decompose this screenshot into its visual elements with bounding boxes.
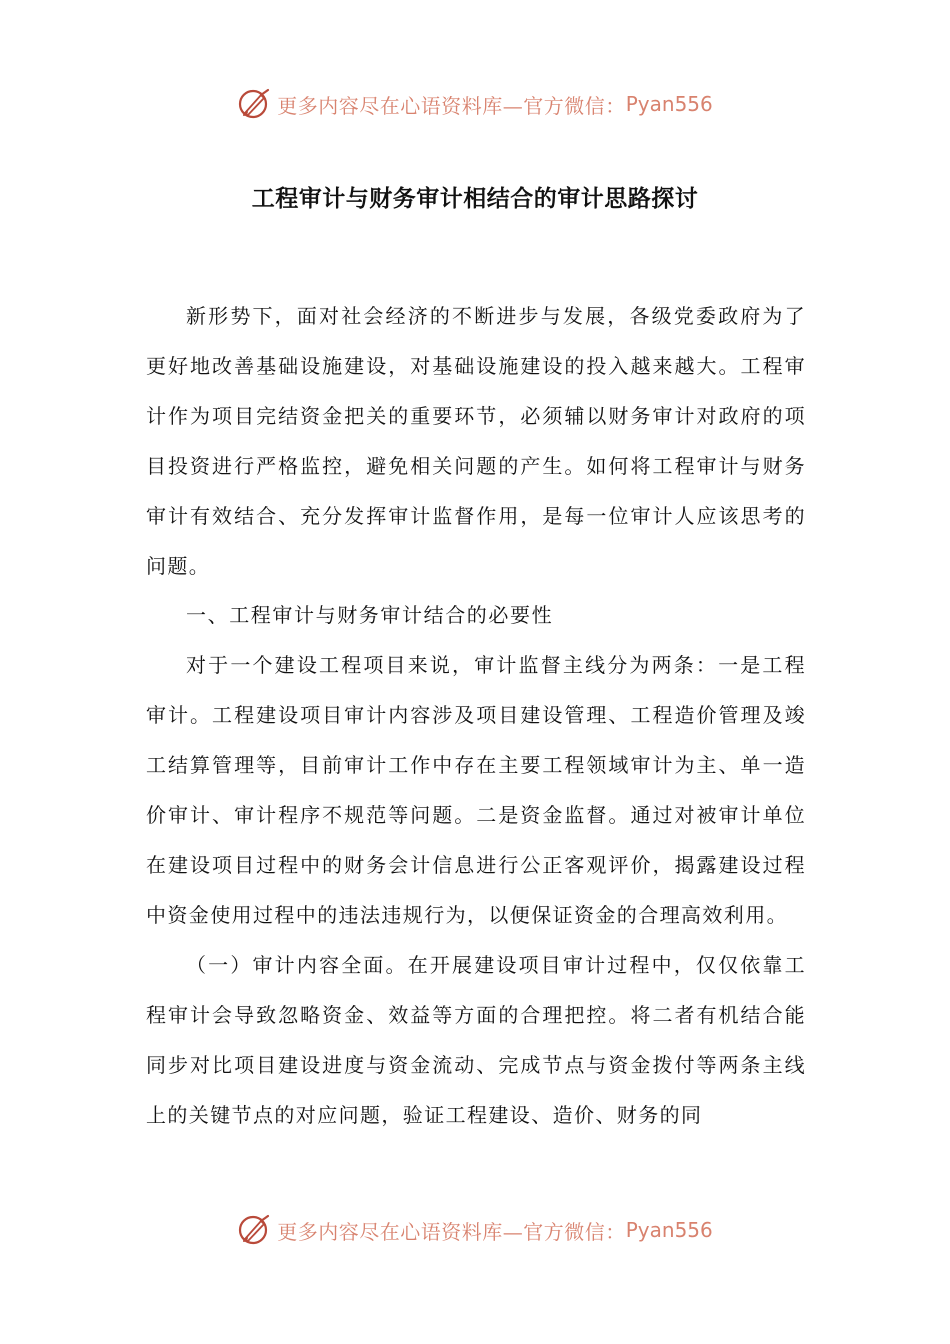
footer-banner bbox=[0, 1210, 950, 1250]
header-banner bbox=[0, 84, 950, 124]
body-paragraph: 对于一个建设工程项目来说，审计监督主线分为两条：一是工程审计。工程建设项目审计内容涉及项目建设管理、工程造价管理及竣工结算管理等，目前审计工作中存在主要工程领域审计为主、单一造价审计、审计程序不规范等问题。二是资金监督。通过对被审计单位在建设项目过程中的财务会计信息进行公正客观评价，揭露建设过程中资金使用过程中的违法违规行为，以便保证资金的合理高效利用。 bbox=[146, 653, 806, 927]
section-heading: 一、工程审计与财务审计结合的必要性 bbox=[186, 603, 554, 628]
document-body bbox=[146, 292, 806, 1140]
document-title: 工程审计与财务审计相结合的审计思路探讨 bbox=[251, 186, 699, 212]
subsection-paragraph: （一）审计内容全面。在开展建设项目审计过程中，仅仅依靠工程审计会导致忽略资金、效益等方面的合理把控。将二者有机结合能同步对比项目建设进度与资金流动、完成节点与资金拨付等两条主线上的关键节点的对应问题，验证工程建设、造价、财务的同 bbox=[146, 952, 806, 1127]
intro-paragraph: 新形势下，面对社会经济的不断进步与发展，各级党委政府为了更好地改善基础设施建设，对基础设施建设的投入越来越大。工程审计作为项目完结资金把关的重要环节，必须辅以财务审计对政府的项目投资进行严格监控，避免相关问题的产生。如何将工程审计与财务审计有效结合、充分发挥审计监督作用，是每一位审计人应该思考的问题。 bbox=[146, 304, 806, 578]
banner-text: 更多内容尽在心语资料库—官方微信： bbox=[277, 1219, 626, 1244]
banner-text: 更多内容尽在心语资料库—官方微信： bbox=[277, 93, 626, 118]
banner-wechat-id: Pyan556 bbox=[625, 92, 713, 116]
banner-wechat-id: Pyan556 bbox=[625, 1218, 713, 1242]
quill-pen-icon bbox=[237, 87, 271, 121]
quill-pen-icon bbox=[237, 1213, 271, 1247]
